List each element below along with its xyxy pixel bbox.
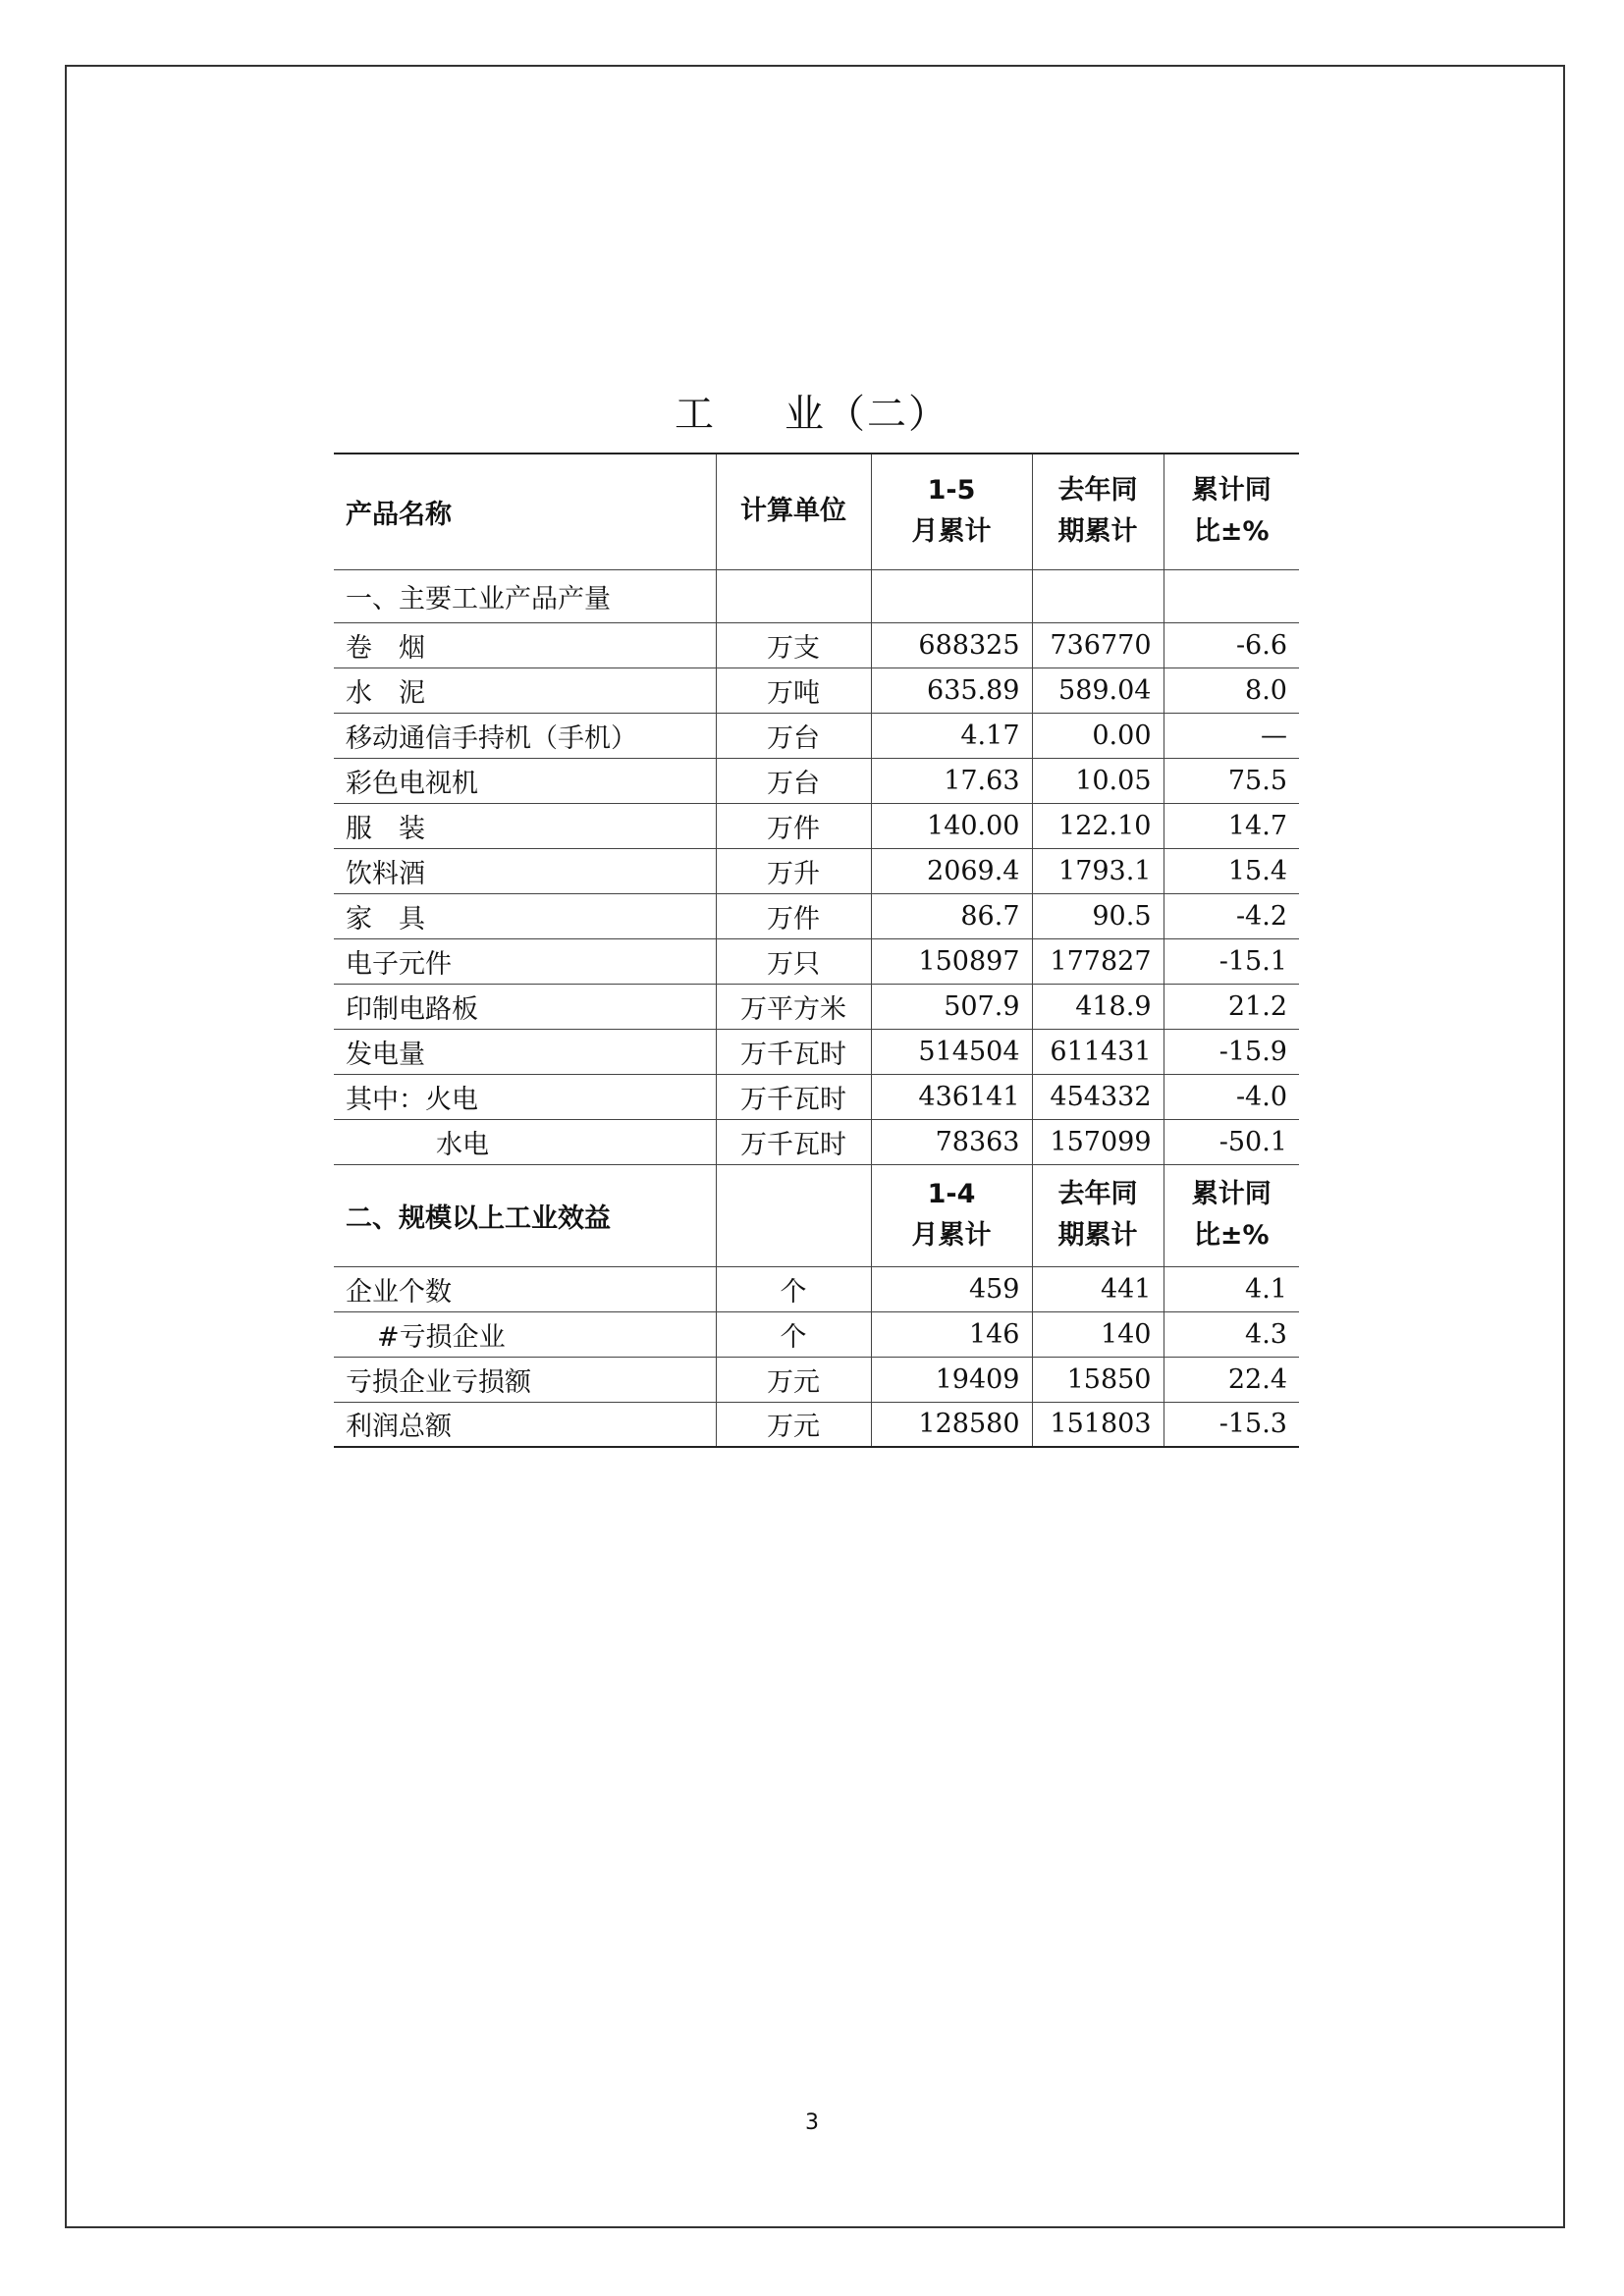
- row-change: 15.4: [1164, 848, 1299, 893]
- section2-header-row: [334, 1164, 1299, 1266]
- row-current: 128580: [871, 1402, 1032, 1447]
- row-previous: 611431: [1032, 1029, 1164, 1074]
- row-change: 75.5: [1164, 758, 1299, 803]
- row-current: 436141: [871, 1074, 1032, 1119]
- header-unit: 计算单位: [716, 454, 871, 569]
- row-change: -6.6: [1164, 622, 1299, 667]
- row-current: 4.17: [871, 713, 1032, 758]
- row-previous: 1793.1: [1032, 848, 1164, 893]
- row-name: 企业个数: [334, 1266, 716, 1311]
- row-unit: 万千瓦时: [716, 1074, 871, 1119]
- row-name: 利润总额: [334, 1402, 716, 1447]
- row-change: —: [1164, 713, 1299, 758]
- row-name: 其中：火电: [334, 1074, 716, 1119]
- row-current: 635.89: [871, 667, 1032, 713]
- row-name: 发电量: [334, 1029, 716, 1074]
- table-row: [334, 1119, 1299, 1164]
- row-unit: 万台: [716, 758, 871, 803]
- title-part1: 工: [675, 392, 716, 437]
- page-number: 3: [805, 2110, 819, 2135]
- table-row: [334, 758, 1299, 803]
- table-row: [334, 667, 1299, 713]
- section2-previous: 去年同 期累计: [1032, 1164, 1164, 1266]
- row-unit: 个: [716, 1266, 871, 1311]
- row-name: 移动通信手持机（手机）: [334, 713, 716, 758]
- table-row: [334, 938, 1299, 984]
- row-change: 8.0: [1164, 667, 1299, 713]
- table-row: [334, 1074, 1299, 1119]
- row-unit: 万平方米: [716, 984, 871, 1029]
- row-current: 459: [871, 1266, 1032, 1311]
- row-current: 19409: [871, 1357, 1032, 1402]
- table-row: [334, 893, 1299, 938]
- row-unit: 万升: [716, 848, 871, 893]
- row-previous: 0.00: [1032, 713, 1164, 758]
- row-current: 688325: [871, 622, 1032, 667]
- row-name: 饮料酒: [334, 848, 716, 893]
- table-row: [334, 1029, 1299, 1074]
- table-row: [334, 848, 1299, 893]
- row-change: -4.2: [1164, 893, 1299, 938]
- page-title: [0, 383, 1624, 439]
- row-change: -15.9: [1164, 1029, 1299, 1074]
- table-row: [334, 713, 1299, 758]
- row-unit: 万千瓦时: [716, 1119, 871, 1164]
- row-previous: 122.10: [1032, 803, 1164, 848]
- row-name: 服 装: [334, 803, 716, 848]
- row-current: 146: [871, 1311, 1032, 1357]
- table-row: [334, 803, 1299, 848]
- table-row: [334, 984, 1299, 1029]
- header-current: 1-5 月累计: [871, 454, 1032, 569]
- row-unit: 万元: [716, 1402, 871, 1447]
- row-previous: 15850: [1032, 1357, 1164, 1402]
- row-previous: 736770: [1032, 622, 1164, 667]
- row-unit: 万吨: [716, 667, 871, 713]
- row-previous: 454332: [1032, 1074, 1164, 1119]
- row-current: 514504: [871, 1029, 1032, 1074]
- row-unit: 万千瓦时: [716, 1029, 871, 1074]
- row-previous: 151803: [1032, 1402, 1164, 1447]
- table-row: [334, 1311, 1299, 1357]
- row-previous: 441: [1032, 1266, 1164, 1311]
- table-row: [334, 1357, 1299, 1402]
- row-change: -15.3: [1164, 1402, 1299, 1447]
- table-header-row: [334, 454, 1299, 569]
- row-previous: 10.05: [1032, 758, 1164, 803]
- section1-label: 一、主要工业产品产量: [334, 569, 716, 622]
- row-name: 电子元件: [334, 938, 716, 984]
- row-name: 水电: [334, 1119, 716, 1164]
- section2-label: 二、规模以上工业效益: [334, 1164, 716, 1266]
- header-previous: 去年同 期累计: [1032, 454, 1164, 569]
- row-unit: 个: [716, 1311, 871, 1357]
- row-name: 水 泥: [334, 667, 716, 713]
- section2-change: 累计同 比±%: [1164, 1164, 1299, 1266]
- row-name: 家 具: [334, 893, 716, 938]
- row-previous: 589.04: [1032, 667, 1164, 713]
- row-previous: 90.5: [1032, 893, 1164, 938]
- row-change: -50.1: [1164, 1119, 1299, 1164]
- row-current: 17.63: [871, 758, 1032, 803]
- header-name: 产品名称: [334, 454, 716, 569]
- table-row: [334, 622, 1299, 667]
- title-part2: 业（二）: [785, 392, 949, 437]
- row-current: 78363: [871, 1119, 1032, 1164]
- row-change: 22.4: [1164, 1357, 1299, 1402]
- industry-table: [334, 453, 1299, 1448]
- row-unit: 万件: [716, 803, 871, 848]
- table-row: [334, 1402, 1299, 1447]
- row-name: 卷 烟: [334, 622, 716, 667]
- table-row: [334, 1266, 1299, 1311]
- row-current: 150897: [871, 938, 1032, 984]
- row-change: 21.2: [1164, 984, 1299, 1029]
- row-unit: 万件: [716, 893, 871, 938]
- row-current: 86.7: [871, 893, 1032, 938]
- row-previous: 177827: [1032, 938, 1164, 984]
- row-unit: 万支: [716, 622, 871, 667]
- row-current: 507.9: [871, 984, 1032, 1029]
- row-change: 4.3: [1164, 1311, 1299, 1357]
- row-unit: 万台: [716, 713, 871, 758]
- row-current: 140.00: [871, 803, 1032, 848]
- section2-current: 1-4 月累计: [871, 1164, 1032, 1266]
- row-unit: 万只: [716, 938, 871, 984]
- row-change: 14.7: [1164, 803, 1299, 848]
- row-current: 2069.4: [871, 848, 1032, 893]
- row-change: -4.0: [1164, 1074, 1299, 1119]
- row-previous: 140: [1032, 1311, 1164, 1357]
- section1-row: [334, 569, 1299, 622]
- row-previous: 157099: [1032, 1119, 1164, 1164]
- row-change: 4.1: [1164, 1266, 1299, 1311]
- row-name: #亏损企业: [334, 1311, 716, 1357]
- row-previous: 418.9: [1032, 984, 1164, 1029]
- row-change: -15.1: [1164, 938, 1299, 984]
- row-name: 亏损企业亏损额: [334, 1357, 716, 1402]
- row-name: 彩色电视机: [334, 758, 716, 803]
- row-unit: 万元: [716, 1357, 871, 1402]
- row-name: 印制电路板: [334, 984, 716, 1029]
- header-change: 累计同 比±%: [1164, 454, 1299, 569]
